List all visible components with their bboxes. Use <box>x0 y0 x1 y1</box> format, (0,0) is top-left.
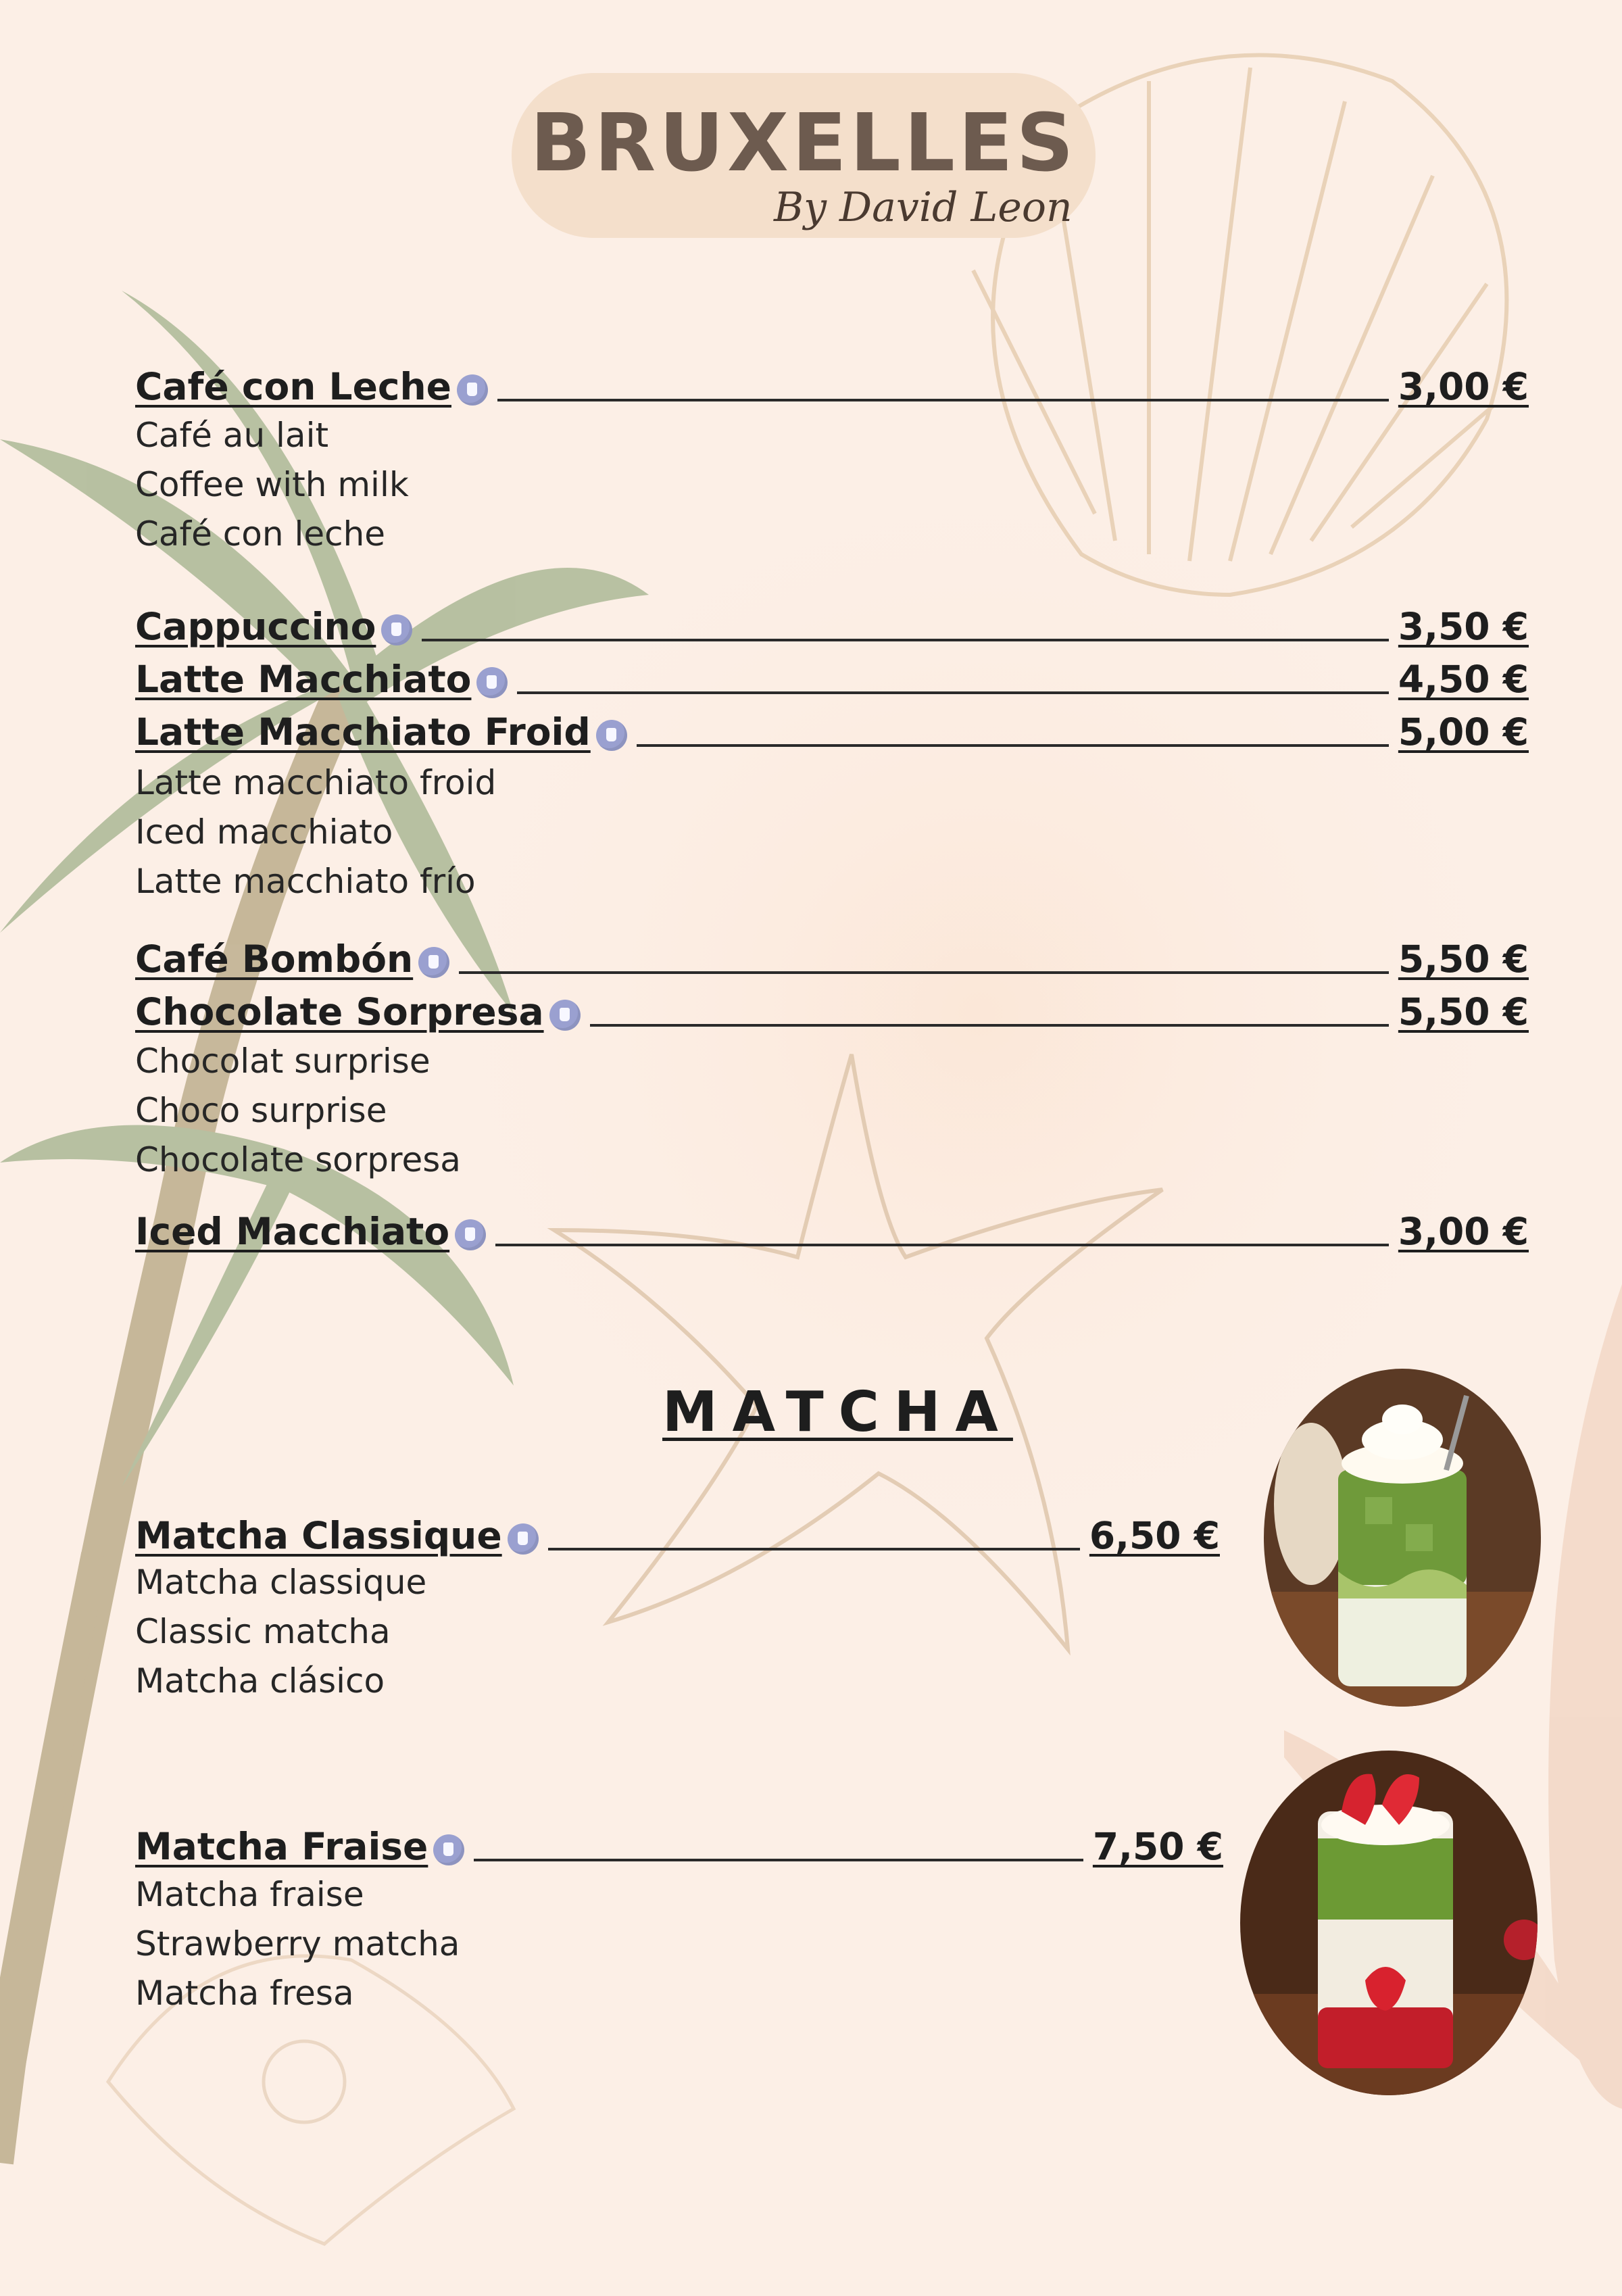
item-name: Latte Macchiato Froid <box>135 710 591 754</box>
vegan-option-icon <box>596 720 627 751</box>
vegan-option-icon <box>381 614 412 645</box>
vegan-option-icon <box>549 1000 581 1031</box>
item-description <box>135 411 409 559</box>
section-title-matcha: MATCHA <box>662 1380 1013 1444</box>
desc-en: Strawberry matcha <box>135 1924 460 1963</box>
desc-fr: Latte macchiato froid <box>135 763 497 802</box>
vegan-option-icon <box>476 667 508 698</box>
item-name: Latte Macchiato <box>135 658 472 701</box>
menu-item-matcha-classique <box>135 1506 1220 1557</box>
dotted-leader <box>497 399 1389 401</box>
menu-item-iced-macchiato <box>135 1202 1529 1253</box>
menu-item-latte-macchiato <box>135 650 1529 701</box>
vegan-option-icon <box>457 374 488 406</box>
item-name: Matcha Classique <box>135 1514 502 1557</box>
matcha-fraise-photo <box>1240 1751 1538 2095</box>
desc-es: Café con leche <box>135 514 386 554</box>
dotted-leader <box>495 1244 1389 1246</box>
dotted-leader <box>517 691 1388 694</box>
vegan-option-icon <box>418 947 449 978</box>
logo-badge <box>512 73 1096 238</box>
item-price: 3,50 € <box>1398 605 1529 648</box>
desc-fr: Matcha classique <box>135 1563 427 1602</box>
desc-fr: Café au lait <box>135 416 329 455</box>
logo-subtitle: By David Leon <box>774 184 1073 231</box>
item-name: Café Bombón <box>135 937 414 981</box>
vegan-option-icon <box>433 1834 464 1865</box>
dotted-leader <box>422 639 1389 641</box>
dotted-leader <box>590 1024 1389 1027</box>
item-name: Iced Macchiato <box>135 1210 450 1253</box>
vegan-option-icon <box>508 1523 539 1555</box>
item-name: Café con Leche <box>135 365 451 408</box>
menu-item-matcha-fraise <box>135 1817 1223 1868</box>
desc-en: Classic matcha <box>135 1612 391 1651</box>
item-price: 3,00 € <box>1398 365 1529 408</box>
desc-en: Iced macchiato <box>135 812 393 852</box>
item-description <box>135 1558 426 1706</box>
menu-item-cappuccino <box>135 597 1529 648</box>
dotted-leader <box>548 1548 1080 1550</box>
item-description <box>135 1037 461 1185</box>
menu-item-cafe-bombon <box>135 929 1529 981</box>
desc-es: Matcha fresa <box>135 1974 354 2013</box>
desc-fr: Matcha fraise <box>135 1875 364 1914</box>
menu-item-chocolate-sorpresa <box>135 982 1529 1033</box>
desc-en: Coffee with milk <box>135 465 409 504</box>
desc-es: Matcha clásico <box>135 1661 385 1701</box>
desc-en: Choco surprise <box>135 1091 387 1130</box>
desc-es: Latte macchiato frío <box>135 862 476 901</box>
item-description <box>135 1870 460 2018</box>
logo-title: BRUXELLES <box>530 96 1077 189</box>
item-price: 3,00 € <box>1398 1210 1529 1253</box>
item-name: Cappuccino <box>135 605 376 648</box>
menu-item-latte-macchiato-froid <box>135 702 1529 754</box>
item-price: 5,00 € <box>1398 710 1529 754</box>
item-price: 5,50 € <box>1398 937 1529 981</box>
item-name: Chocolate Sorpresa <box>135 990 544 1033</box>
item-price: 6,50 € <box>1089 1514 1220 1557</box>
vegan-option-icon <box>455 1219 486 1250</box>
menu-item-cafe-con-leche <box>135 357 1529 408</box>
dotted-leader <box>459 971 1389 974</box>
desc-fr: Chocolat surprise <box>135 1042 431 1081</box>
item-price: 7,50 € <box>1092 1825 1223 1868</box>
dotted-leader <box>474 1859 1083 1861</box>
dotted-leader <box>637 744 1389 747</box>
item-name: Matcha Fraise <box>135 1825 428 1868</box>
item-price: 4,50 € <box>1398 658 1529 701</box>
desc-es: Chocolate sorpresa <box>135 1140 461 1179</box>
item-description <box>135 758 496 906</box>
matcha-classique-photo <box>1264 1369 1541 1707</box>
item-price: 5,50 € <box>1398 990 1529 1033</box>
